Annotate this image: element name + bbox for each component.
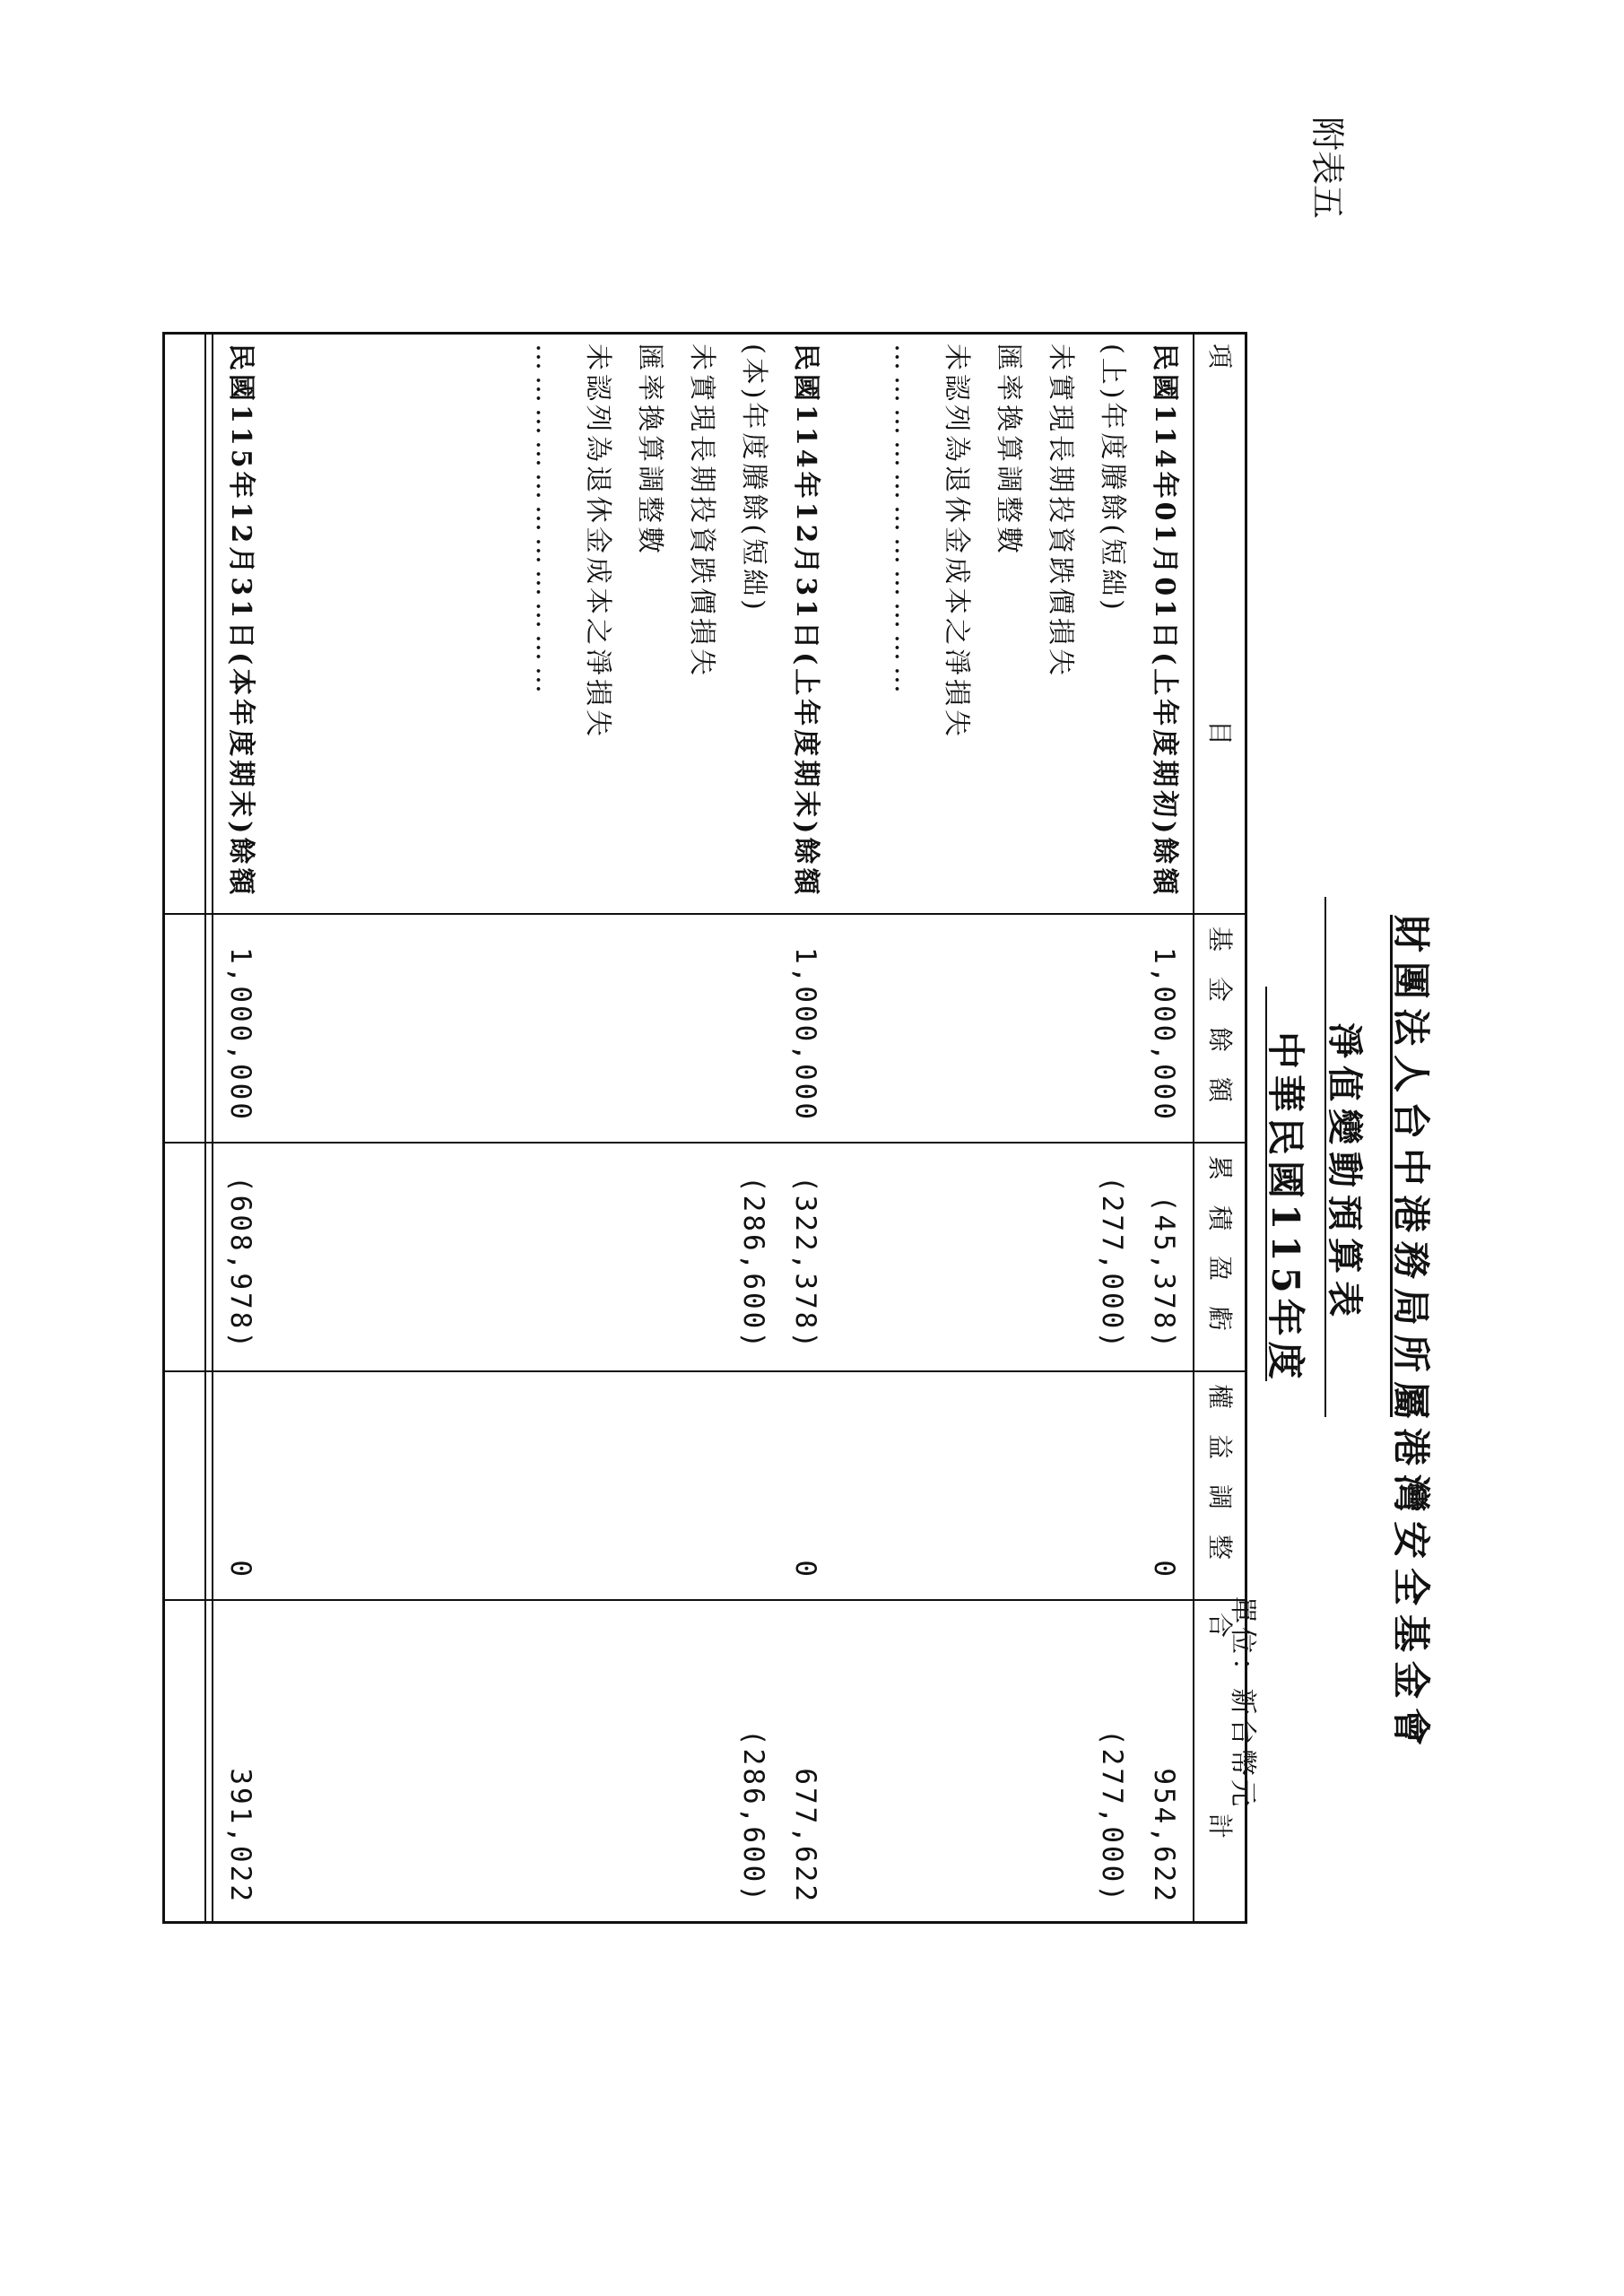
equity-adjustment-cell xyxy=(518,1370,572,1599)
accumulated-surplus-deficit-cell: (608,978) xyxy=(224,1176,256,1351)
fund-balance-cell xyxy=(518,913,572,1142)
accumulated-surplus-deficit-cell xyxy=(570,1142,624,1370)
fund-balance-cell xyxy=(674,913,728,1142)
fund-balance-cell xyxy=(1085,913,1139,1142)
row-label: 匯率換算調整數 xyxy=(634,344,665,557)
row-label: 匯率換算調整數 xyxy=(993,344,1024,557)
total-cell xyxy=(622,1599,676,1924)
equity-adjustment-cell xyxy=(877,1370,931,1599)
row-label: (上)年度賸餘(短絀) xyxy=(1097,344,1128,613)
column-header-total: 合 計 xyxy=(1205,1613,1235,1839)
year-underline xyxy=(1265,987,1267,1381)
row-label: 民國114年12月31日(上年度期末)餘額 xyxy=(790,344,821,899)
accumulated-surplus-deficit-cell: (286,600) xyxy=(737,1176,769,1351)
total-cell xyxy=(518,1599,572,1924)
net-worth-change-table xyxy=(162,332,1247,1924)
row-label: 未實現長期投資跌價損失 xyxy=(1045,344,1076,679)
fiscal-year-title: 中華民國115年度 xyxy=(1264,1031,1307,1385)
column-header-fund-balance: 基 金 餘 額 xyxy=(1205,926,1235,1103)
fund-balance-cell xyxy=(877,913,931,1142)
total-cell: (277,000) xyxy=(1096,1729,1128,1904)
fund-balance-cell: 1,000,000 xyxy=(789,947,821,1122)
equity-adjustment-cell: 0 xyxy=(1148,1560,1180,1579)
accumulated-surplus-deficit-cell xyxy=(1033,1142,1087,1370)
accumulated-surplus-deficit-cell xyxy=(674,1142,728,1370)
total-cell xyxy=(570,1599,624,1924)
row-label: 未認列為退休金成本之淨損失 xyxy=(941,344,972,740)
equity-adjustment-cell xyxy=(726,1370,780,1599)
total-cell xyxy=(877,1599,931,1924)
column-header-item: 項 目 xyxy=(1205,344,1235,746)
footer-divider xyxy=(204,335,206,1921)
row-label: (本)年度賸餘(短絀) xyxy=(738,344,769,613)
report-title: 淨值變動預算表 xyxy=(1324,1022,1366,1324)
accumulated-surplus-deficit-cell xyxy=(929,1142,983,1370)
total-cell: (286,600) xyxy=(737,1729,769,1904)
title-underline xyxy=(1390,915,1393,1417)
equity-adjustment-cell xyxy=(1085,1370,1139,1599)
accumulated-surplus-deficit-cell: (45,378) xyxy=(1148,1195,1180,1351)
fund-balance-cell xyxy=(622,913,676,1142)
accumulated-surplus-deficit-cell xyxy=(622,1142,676,1370)
row-label: 民國114年01月01日(上年度期初)餘額 xyxy=(1149,344,1180,899)
organization-title: 財團法人台中港務局所屬港灣安全基金會 xyxy=(1389,915,1433,1755)
report-title-underline xyxy=(1324,897,1326,1417)
total-cell: 954,622 xyxy=(1148,1768,1180,1904)
fund-balance-cell xyxy=(981,913,1035,1142)
attachment-label: 附表五 xyxy=(1307,117,1347,220)
total-cell xyxy=(674,1599,728,1924)
accumulated-surplus-deficit-cell: (322,378) xyxy=(789,1176,821,1351)
fund-balance-cell: 1,000,000 xyxy=(1148,947,1180,1122)
row-label: 未認列為退休金成本之淨損失 xyxy=(582,344,613,740)
column-header-equity-adjustment: 權 益 調 整 xyxy=(1205,1384,1235,1561)
dotted-leader: …………………………… xyxy=(530,344,561,699)
equity-adjustment-cell: 0 xyxy=(224,1560,256,1579)
dotted-leader: …………………………… xyxy=(889,344,920,699)
equity-adjustment-cell: 0 xyxy=(789,1560,821,1579)
total-cell: 391,022 xyxy=(224,1768,256,1904)
row-label: 未實現長期投資跌價損失 xyxy=(686,344,717,679)
fund-balance-cell xyxy=(929,913,983,1142)
fund-balance-cell xyxy=(570,913,624,1142)
equity-adjustment-cell xyxy=(1033,1370,1087,1599)
equity-adjustment-cell xyxy=(622,1370,676,1599)
accumulated-surplus-deficit-cell xyxy=(981,1142,1035,1370)
accumulated-surplus-deficit-cell xyxy=(518,1142,572,1370)
currency-unit-label: 單位：新台幣元 xyxy=(1227,1596,1258,1810)
fund-balance-cell xyxy=(726,913,780,1142)
column-header-accumulated-surplus-deficit: 累 積 盈 虧 xyxy=(1205,1155,1235,1332)
equity-adjustment-cell xyxy=(674,1370,728,1599)
equity-adjustment-cell xyxy=(570,1370,624,1599)
row-label: 民國115年12月31日(本年度期末)餘額 xyxy=(225,344,256,899)
equity-adjustment-cell xyxy=(929,1370,983,1599)
total-cell xyxy=(1033,1599,1087,1924)
total-cell xyxy=(981,1599,1035,1924)
total-cell xyxy=(929,1599,983,1924)
fund-balance-cell: 1,000,000 xyxy=(224,947,256,1122)
equity-adjustment-cell xyxy=(981,1370,1035,1599)
total-cell: 677,622 xyxy=(789,1768,821,1904)
fund-balance-cell xyxy=(1033,913,1087,1142)
accumulated-surplus-deficit-cell xyxy=(877,1142,931,1370)
accumulated-surplus-deficit-cell: (277,000) xyxy=(1096,1176,1128,1351)
